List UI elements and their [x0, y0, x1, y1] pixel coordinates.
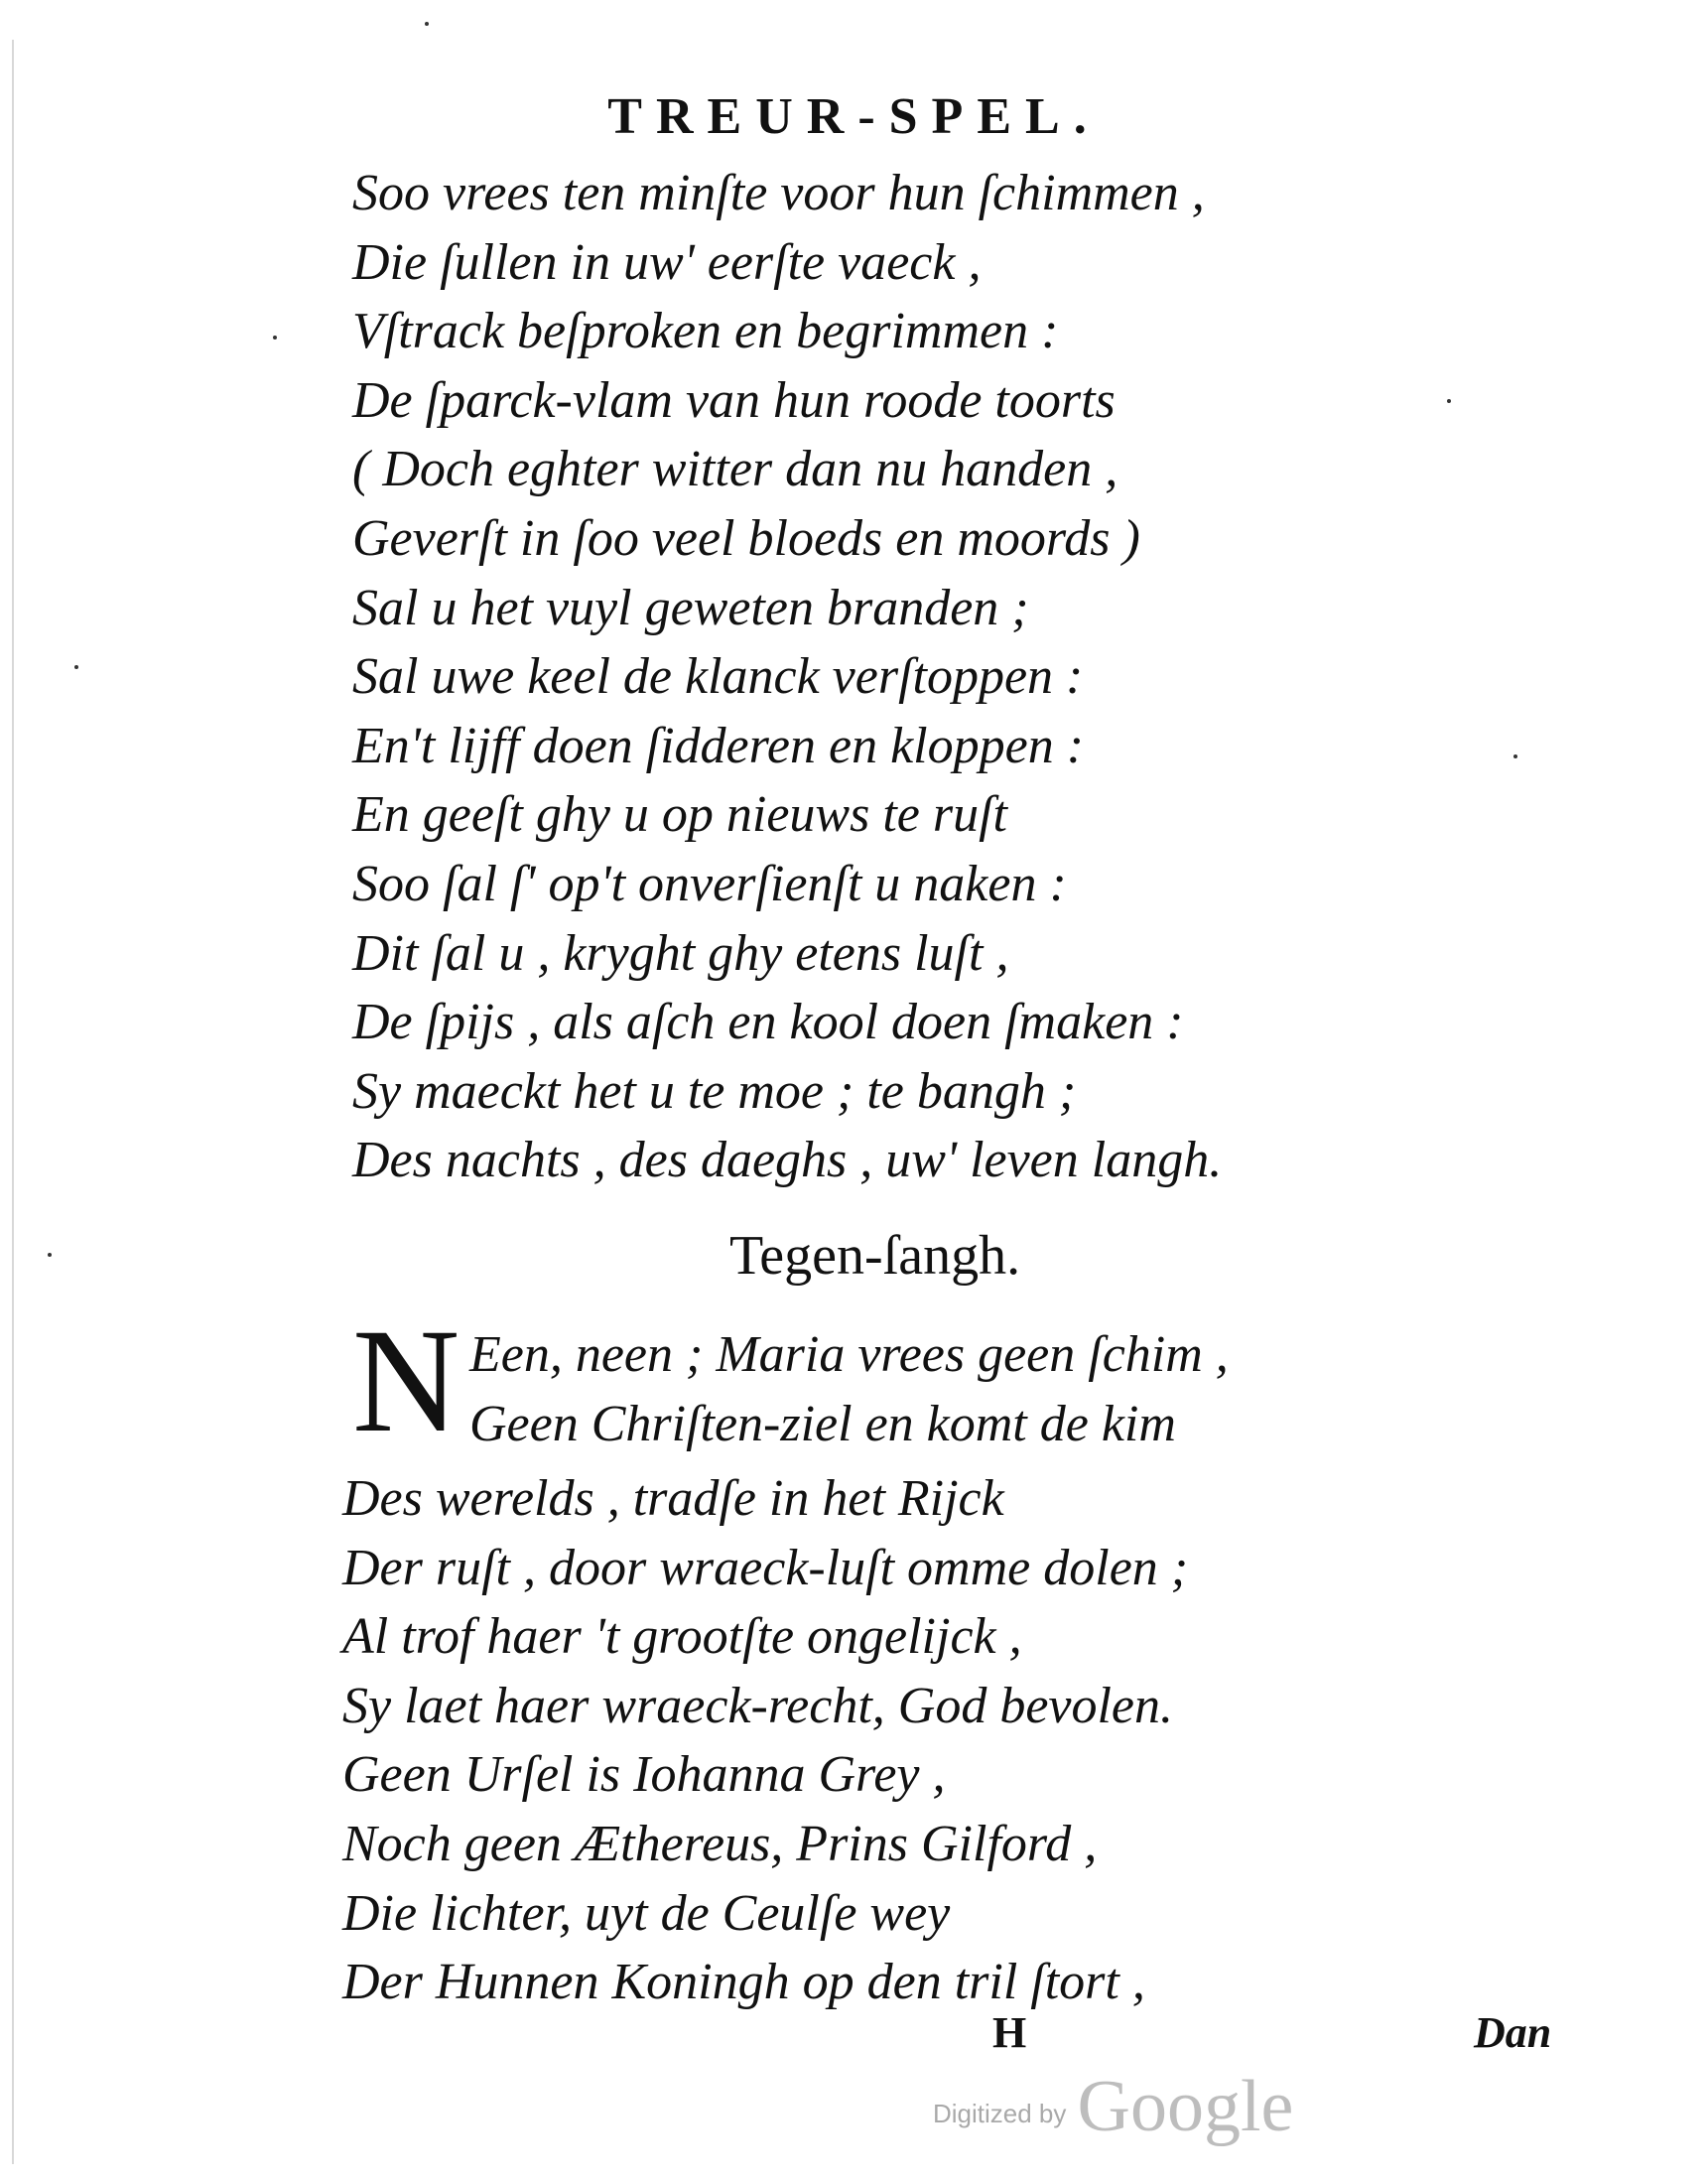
verse-line: Geverſt in ſoo veel bloeds en moords )	[352, 509, 1140, 567]
running-head: TREUR-SPEL.	[607, 88, 1101, 145]
verse-line: Een, neen ; Maria vrees geen ſchim ,	[469, 1326, 1229, 1383]
section-heading: Tegen-ſangh.	[729, 1225, 1021, 1287]
verse-line: Der Hunnen Koningh op den tril ſtort ,	[342, 1954, 1145, 2011]
verse-line: Dit ſal u , kryght ghy etens luſt ,	[352, 924, 1009, 982]
verse-line: Soo vrees ten minſte voor hun ſchimmen ,	[352, 165, 1205, 221]
verse-line: ( Doch eghter witter dan nu handen ,	[352, 441, 1118, 498]
verse-line: Soo ſal ſ' op't onverſienſt u naken :	[352, 855, 1067, 912]
page-edge	[12, 40, 14, 2164]
verse-line: Die lichter, uyt de Ceulſe wey	[342, 1884, 951, 1942]
verse-line: Sal u het vuyl geweten branden ;	[352, 579, 1029, 636]
verse-line: De ſparck-vlam van hun roode toorts	[352, 371, 1116, 429]
verse-line: Der ruſt , door wraeck-luſt omme dolen ;	[342, 1539, 1189, 1596]
speck-mark	[273, 336, 277, 340]
stanza-1	[352, 159, 1222, 1195]
verse-line: Sy maeckt het u te moe ; te bangh ;	[352, 1062, 1077, 1120]
digitized-watermark	[933, 2065, 1293, 2149]
verse-line: Vſtrack beſproken en begrimmen :	[352, 303, 1059, 360]
speck-mark	[48, 1253, 52, 1257]
catchword: Dan	[1474, 2008, 1552, 2057]
verse-line: Geen Urſel is Iohanna Grey ,	[342, 1746, 946, 1804]
verse-line: En geeſt ghy u op nieuws te ruſt	[352, 786, 1008, 844]
drop-cap-letter: N	[352, 1298, 460, 1463]
speck-mark	[1447, 399, 1451, 403]
google-logo: Google	[1077, 2066, 1294, 2147]
verse-line: De ſpijs , als aſch en kool doen ſmaken :	[352, 994, 1184, 1051]
verse-line: Geen Chriſten-ziel en komt de kim	[469, 1396, 1176, 1452]
verse-line: Des werelds , tradſe in het Rijck	[342, 1470, 1004, 1527]
verse-line: Noch geen Æthereus, Prins Gilford ,	[342, 1815, 1098, 1872]
verse-line: En't lijff doen ſidderen en kloppen :	[352, 717, 1085, 774]
stanza-2	[342, 1464, 1188, 2017]
speck-mark	[425, 22, 429, 26]
verse-line: Sy laet haer wraeck-recht, God bevolen.	[342, 1677, 1174, 1734]
speck-mark	[74, 665, 78, 669]
signature-mark: H	[992, 2008, 1027, 2057]
verse-line: Al trof haer 't grootſte ongelijck ,	[342, 1608, 1022, 1666]
verse-line: Des nachts , des daeghs , uw' leven langh.	[352, 1132, 1223, 1189]
speck-mark	[1513, 754, 1517, 758]
verse-line: Sal uwe keel de klanck verſtoppen :	[352, 648, 1084, 706]
verse-line: Die ſullen in uw' eerſte vaeck ,	[352, 233, 982, 291]
watermark-prefix: Digitized by	[933, 2099, 1067, 2128]
